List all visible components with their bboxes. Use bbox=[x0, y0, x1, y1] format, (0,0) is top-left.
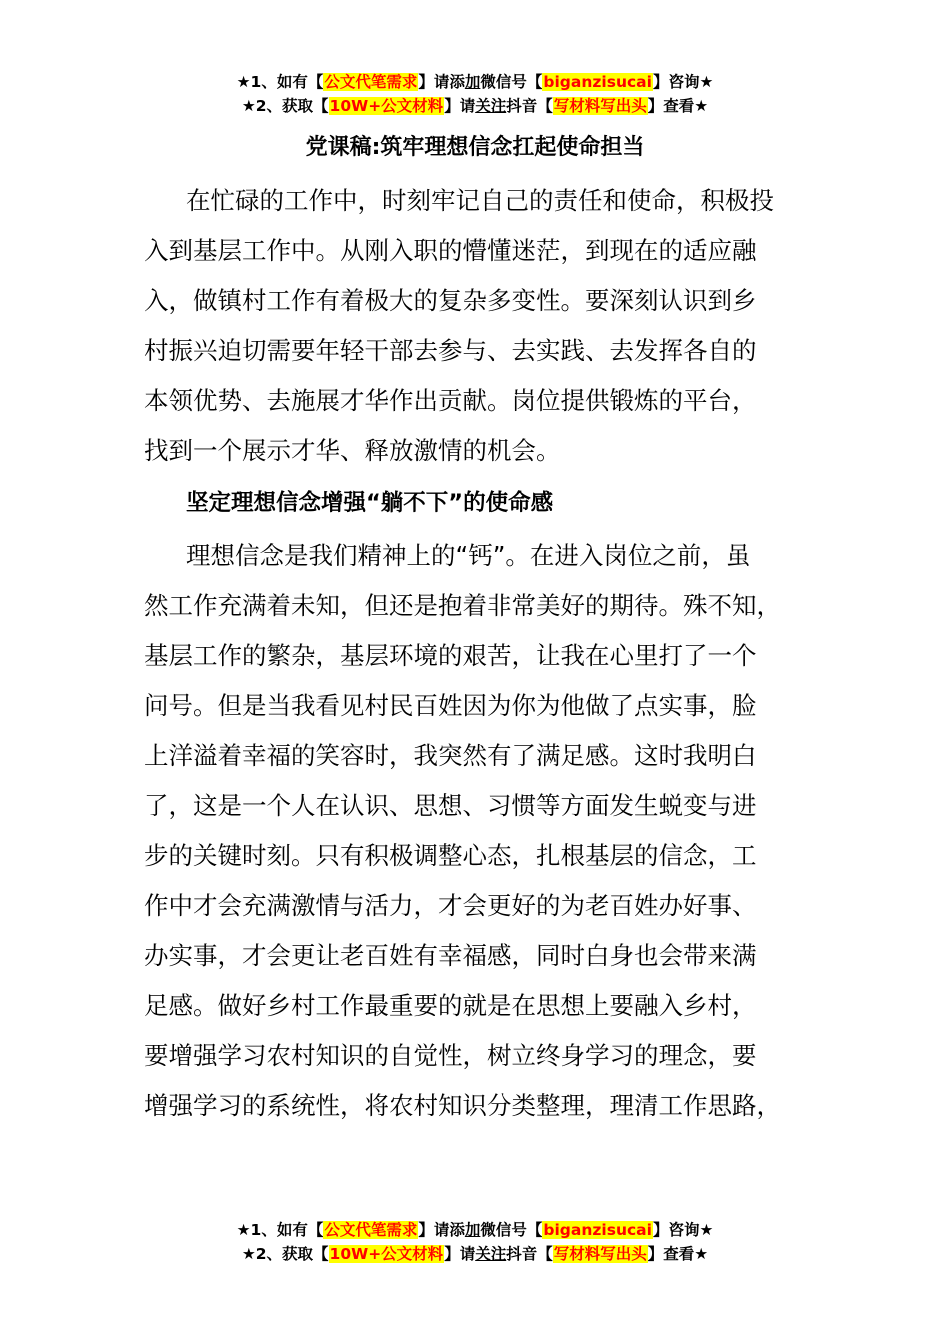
top-banner bbox=[0, 70, 950, 118]
banner-text: 抖音【 bbox=[506, 97, 553, 115]
bottom-banner bbox=[0, 1218, 950, 1266]
paragraph-line: 办实事，才会更让老百姓有幸福感，同时白身也会带来满 bbox=[144, 941, 757, 970]
banner-line-1 bbox=[0, 70, 950, 94]
paragraph-line: 理想信念是我们精神上的“钙”。在进入岗位之前，虽 bbox=[186, 541, 751, 570]
banner-highlight: 10W+公文材料 bbox=[329, 97, 444, 115]
banner-line-2 bbox=[0, 94, 950, 118]
banner-text: 】查看★ bbox=[647, 1245, 709, 1263]
banner-text: 抖音【 bbox=[506, 1245, 553, 1263]
banner-highlight: 公文代笔需求 bbox=[324, 73, 418, 91]
paragraph-line: 本领优势、去施展才华作出贡献。岗位提供锻炼的平台， bbox=[144, 386, 757, 415]
banner-highlight: 写材料写出头 bbox=[553, 97, 647, 115]
banner-text: 】查看★ bbox=[647, 97, 709, 115]
banner-underlined-text: 关注 bbox=[475, 1245, 507, 1263]
banner-text: 】咨询★ bbox=[652, 73, 714, 91]
paragraph-line: 入到基层工作中。从刚入职的懵懂迷茫，到现在的适应融 bbox=[144, 236, 757, 265]
paragraph-line: 足感。做好乡村工作最重要的就是在思想上要融入乡村， bbox=[144, 991, 757, 1020]
banner-underlined-text: 关注 bbox=[475, 97, 507, 115]
paragraph-line: 入，做镇村工作有着极大的复杂多变性。要深刻认识到乡 bbox=[144, 286, 757, 315]
banner-text: 微信号【 bbox=[480, 73, 543, 91]
paragraph-line: 作中才会充满激情与活力，才会更好的为老百姓办好事、 bbox=[144, 891, 757, 920]
paragraph-line: 然工作充满着未知，但还是抱着非常美好的期待。殊不知， bbox=[144, 591, 781, 620]
banner-highlight: biganzisucai bbox=[543, 73, 652, 91]
banner-text: 】咨询★ bbox=[652, 1221, 714, 1239]
paragraph-line: 基层工作的繁杂，基层环境的艰苦，让我在心里打了一个 bbox=[144, 641, 757, 670]
paragraph-line: 找到一个展示才华、释放激情的机会。 bbox=[144, 436, 561, 465]
document-title: 党课稿:筑牢理想信念扛起使命担当 bbox=[305, 135, 645, 160]
paragraph-line: 问号。但是当我看见村民百姓因为你为他做了点实事，脸 bbox=[144, 691, 757, 720]
banner-text: 】请 bbox=[444, 97, 476, 115]
banner-underlined-text: 加 bbox=[464, 1221, 481, 1239]
paragraph-line: 上洋溢着幸福的笑容时，我突然有了满足感。这时我明白 bbox=[144, 741, 757, 770]
banner-line-2 bbox=[0, 1242, 950, 1266]
banner-text: 】请添 bbox=[418, 73, 465, 91]
banner-text: ★1、如有【 bbox=[236, 1221, 324, 1239]
banner-text: ★2、获取【 bbox=[241, 97, 329, 115]
banner-highlight: 10W+公文材料 bbox=[329, 1245, 444, 1263]
banner-underlined-text: 加 bbox=[464, 73, 481, 91]
banner-highlight: 公文代笔需求 bbox=[324, 1221, 418, 1239]
paragraph-line: 了，这是一个人在认识、思想、习惯等方面发生蜕变与进 bbox=[144, 791, 757, 820]
paragraph-line: 在忙碌的工作中，时刻牢记自己的责任和使命，积极投 bbox=[186, 186, 774, 215]
banner-text: 】请 bbox=[444, 1245, 476, 1263]
paragraph-line: 要增强学习农村知识的自觉性，树立终身学习的理念，要 bbox=[144, 1041, 757, 1070]
banner-highlight: biganzisucai bbox=[543, 1221, 652, 1239]
banner-text: 】请添 bbox=[418, 1221, 465, 1239]
banner-highlight: 写材料写出头 bbox=[553, 1245, 647, 1263]
paragraph-line: 村振兴迫切需要年轻干部去参与、去实践、去发挥各自的 bbox=[144, 336, 757, 365]
banner-line-1 bbox=[0, 1218, 950, 1242]
paragraph-line: 步的关键时刻。只有积极调整心态，扎根基层的信念，工 bbox=[144, 841, 757, 870]
section-heading: 坚定理想信念增强“躺不下”的使命感 bbox=[186, 490, 554, 516]
banner-text: ★2、获取【 bbox=[241, 1245, 329, 1263]
banner-text: 微信号【 bbox=[480, 1221, 543, 1239]
paragraph-line: 增强学习的系统性，将农村知识分类整理，理清工作思路， bbox=[144, 1091, 781, 1120]
banner-text: ★1、如有【 bbox=[236, 73, 324, 91]
